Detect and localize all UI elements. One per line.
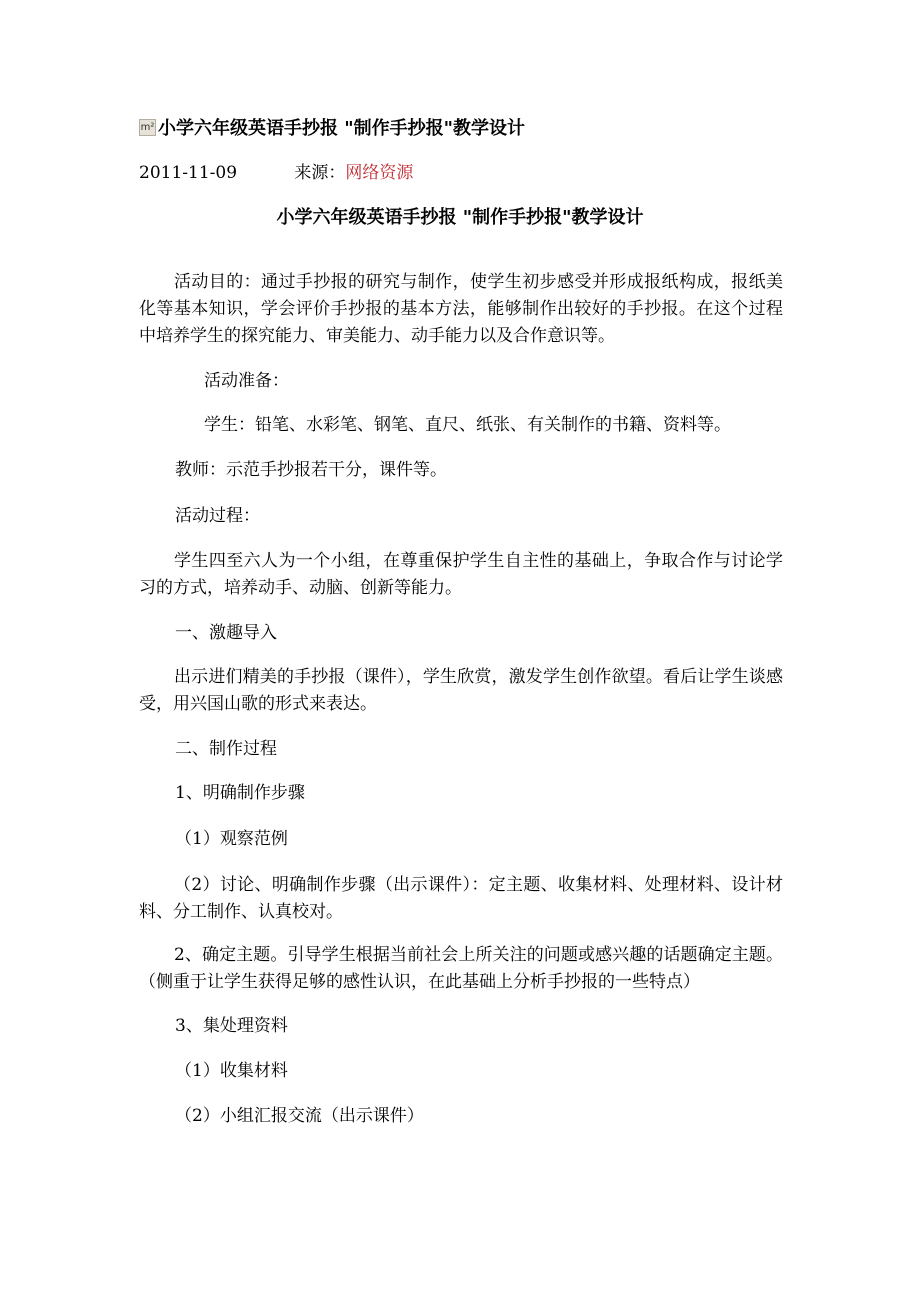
meta-line [139, 158, 413, 183]
step-heading-1: 1、明确制作步骤 [175, 783, 305, 803]
step-heading-3: 3、集处理资料 [175, 1016, 288, 1036]
source-label: 来源： [294, 163, 346, 183]
substep-observe: （1）观察范例 [175, 829, 288, 849]
paragraph-teacher: 教师：示范手抄报若干分，课件等。 [175, 460, 447, 480]
substep-collect: （1）收集材料 [175, 1061, 288, 1081]
document-icon: m² [139, 119, 156, 136]
paragraph-students: 学生：铅笔、水彩笔、钢笔、直尺、纸张、有关制作的书籍、资料等。 [204, 415, 731, 435]
article-title: 小学六年级英语手抄报 "制作手抄报"教学设计 [276, 207, 644, 228]
section-heading-2: 二、制作过程 [175, 739, 277, 759]
paragraph-process: 活动过程： [175, 506, 260, 526]
paragraph-purpose: 活动目的：通过手抄报的研究与制作，使学生初步感受并形成报纸构成，报纸美化等基本知识，学会评价手抄报的基本方法，能够制作出较好的手抄报。在这个过程中培养学生的探究能力、审美能力、动手能力以及合作意识等。 [139, 272, 783, 346]
section-heading-1: 一、激趣导入 [175, 623, 277, 643]
header-title [139, 114, 525, 140]
step-heading-2: 2、确定主题。引导学生根据当前社会上所关注的问题或感兴趣的话题确定主题。（侧重于让学生获得足够的感性认识，在此基础上分析手抄报的一些特点） [139, 945, 783, 992]
paragraph-intro: 出示进们精美的手抄报（课件），学生欣赏，激发学生创作欲望。看后让学生谈感受，用兴国山歌的形式来表达。 [139, 667, 783, 714]
source-link[interactable]: 网络资源 [345, 163, 414, 183]
paragraph-preparation: 活动准备： [204, 371, 289, 391]
substep-discuss: （2）讨论、明确制作步骤（出示课件）：定主题、收集材料、处理材料、设计材料、分工制作、认真校对。 [139, 875, 783, 922]
publish-date: 2011-11-09 [139, 163, 238, 183]
substep-report: （2）小组汇报交流（出示课件） [175, 1106, 424, 1126]
header-title-text: 小学六年级英语手抄报 "制作手抄报"教学设计 [158, 118, 526, 139]
paragraph-groups: 学生四至六人为一个小组，在尊重保护学生自主性的基础上，争取合作与讨论学习的方式，培养动手、动脑、创新等能力。 [139, 551, 783, 598]
